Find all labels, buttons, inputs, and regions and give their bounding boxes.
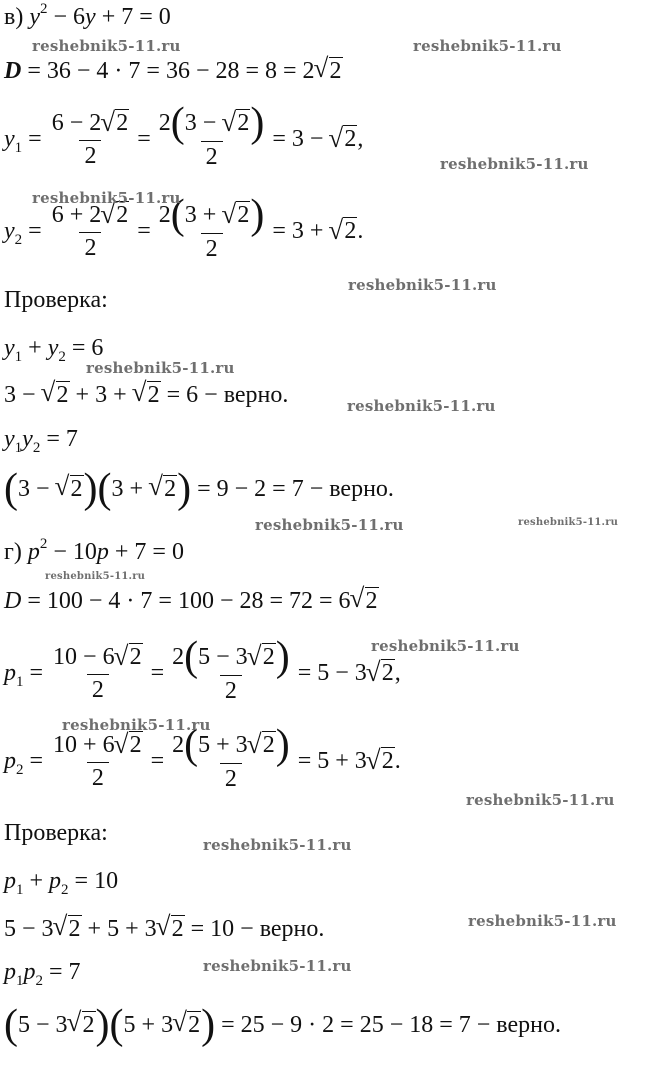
- part-v-sum-line: $y_1 + y_2 = 6$: [4, 335, 104, 365]
- watermark: reshebnik5-11.ru: [413, 37, 562, 55]
- part-g-p1: $p_1$ = $\frac{10 - 6√ 2}{2}$ = $\frac{2(5 - 3√ 2)}{2}$ = 5 − 3√ 2,: [4, 642, 401, 705]
- part-g-sum-check: 5 − 3√ 2 + 5 + 3√ 2 = 10 − верно.: [4, 914, 324, 944]
- part-g-discriminant: D = 100 − 4 · 7 = 100 − 28 = 72 = 6√ 2: [4, 586, 379, 616]
- watermark: reshebnik5-11.ru: [32, 37, 181, 55]
- watermark: reshebnik5-11.ru: [45, 571, 146, 582]
- part-v-y2: $y_2$ = $\frac{6 + 2√ 2}{2}$ = $\frac{2(3 + √ 2)}{2}$ = 3 + √ 2.: [4, 200, 363, 263]
- watermark: reshebnik5-11.ru: [371, 637, 520, 655]
- watermark: reshebnik5-11.ru: [466, 791, 615, 809]
- watermark: reshebnik5-11.ru: [32, 189, 181, 207]
- part-v-equation: в) $y^2 - 6y + 7 = 0$: [4, 1, 171, 30]
- watermark: reshebnik5-11.ru: [203, 836, 352, 854]
- watermark: reshebnik5-11.ru: [348, 276, 497, 294]
- part-g-prod-line: $p_1p_2 = 7$: [4, 959, 81, 989]
- part-v-y1: $y_1$ = $\frac{6 - 2√ 2}{2}$ = $\frac{2(3 - √ 2)}{2}$ = 3 − √ 2,: [4, 108, 363, 171]
- part-v-label: в): [4, 4, 24, 30]
- watermark: reshebnik5-11.ru: [440, 155, 589, 173]
- watermark: reshebnik5-11.ru: [62, 716, 211, 734]
- watermark: reshebnik5-11.ru: [468, 912, 617, 930]
- watermark: reshebnik5-11.ru: [255, 516, 404, 534]
- part-v-prod-check: (3 − √ 2)(3 + √ 2) = 9 − 2 = 7 − верно.: [4, 474, 394, 504]
- part-g-equation: г) $p^2 - 10p + 7 = 0$: [4, 536, 184, 565]
- part-v-sum-check: 3 − √ 2 + 3 + √ 2 = 6 − верно.: [4, 380, 288, 410]
- part-g-sum-line: $p_1 + p_2 = 10$: [4, 868, 119, 898]
- part-g-check-title: Проверка:: [4, 820, 108, 846]
- watermark: reshebnik5-11.ru: [347, 397, 496, 415]
- watermark: reshebnik5-11.ru: [86, 359, 235, 377]
- part-v-prod-line: $y_1y_2 = 7$: [4, 426, 78, 456]
- watermark: reshebnik5-11.ru: [203, 957, 352, 975]
- part-g-p2: $p_2$ = $\frac{10 + 6√ 2}{2}$ = $\frac{2(5 + 3√ 2)}{2}$ = 5 + 3√ 2.: [4, 730, 401, 793]
- part-v-discriminant: D = 36 − 4 · 7 = 36 − 28 = 8 = 2√ 2: [4, 56, 343, 86]
- part-g-label: г): [4, 539, 22, 565]
- part-g-prod-check: (5 − 3√ 2)(5 + 3√ 2) = 25 − 9 · 2 = 25 − 18 = 7 − верно.: [4, 1010, 561, 1040]
- watermark: reshebnik5-11.ru: [518, 517, 619, 528]
- part-v-check-title: Проверка:: [4, 287, 108, 313]
